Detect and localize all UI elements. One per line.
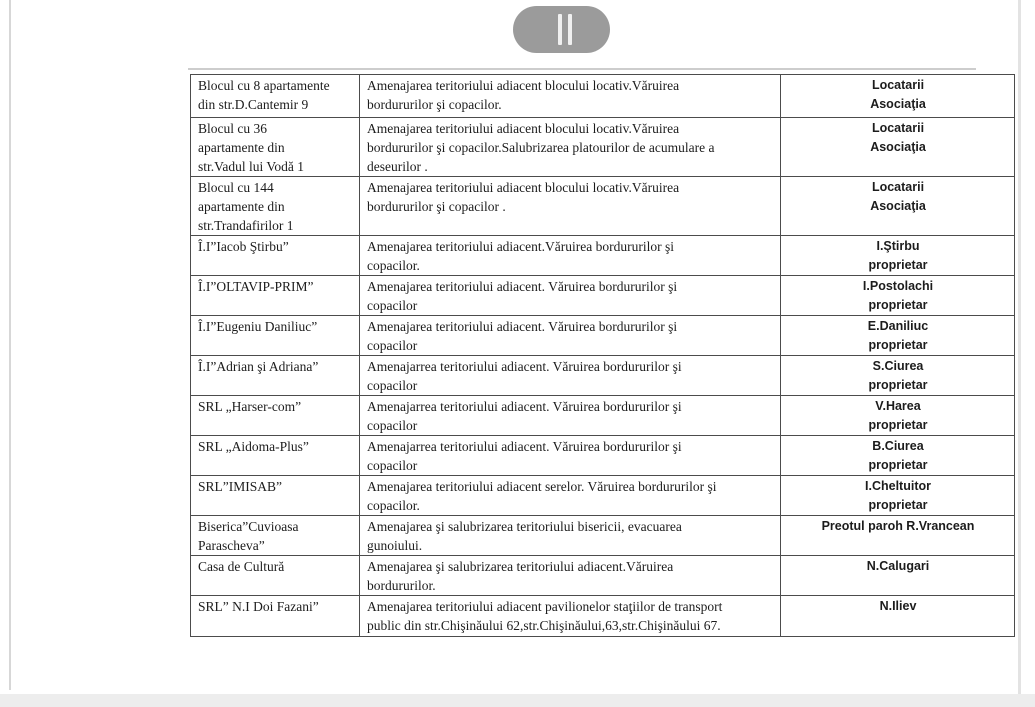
cell-line: SRL” N.I Doi Fazani” (198, 599, 319, 614)
responsible-cell (781, 118, 1015, 177)
works-cell (360, 236, 781, 276)
responsible-cell (781, 177, 1015, 236)
entity-cell (191, 75, 360, 118)
table-row (191, 516, 1015, 556)
cell-line: Amenajarrea teritoriului adiacent. Văruirea bordururilor şi (367, 359, 682, 374)
cell-line: copacilor (367, 338, 418, 353)
cell-line: copacilor. (367, 498, 420, 513)
cell-line: proprietar (868, 338, 928, 352)
cell-line: Î.I”Eugeniu Daniliuc” (198, 319, 318, 334)
cell-line: proprietar (868, 258, 928, 272)
entity-cell (191, 516, 360, 556)
cell-line: bordururilor şi copacilor. (367, 97, 502, 112)
cell-line: proprietar (868, 378, 928, 392)
cell-line: Amenajarea teritoriului adiacent blocului locativ.Văruirea (367, 121, 680, 136)
cell-line: SRL „Aidoma-Plus” (198, 439, 309, 454)
entity-cell (191, 316, 360, 356)
table-row (191, 596, 1015, 637)
works-cell (360, 276, 781, 316)
cell-line: copacilor (367, 298, 418, 313)
responsible-cell (781, 556, 1015, 596)
cell-line: Blocul cu 144 (198, 180, 274, 195)
cell-line: copacilor (367, 418, 418, 433)
cell-line: public din str.Chişinăului 62,str.Chişinăului,63,str.Chişinăului 67. (367, 618, 721, 633)
table-row (191, 556, 1015, 596)
cell-line: I.Ştirbu (876, 239, 920, 253)
cell-line: Casa de Cultură (198, 559, 285, 574)
responsible-cell (781, 596, 1015, 637)
entity-cell (191, 236, 360, 276)
cell-line: proprietar (868, 298, 928, 312)
works-cell (360, 476, 781, 516)
works-cell (360, 118, 781, 177)
cell-line: I.Cheltuitor (865, 479, 931, 493)
cell-line: Amenajarea teritoriului adiacent. Văruirea bordururilor şi (367, 279, 678, 294)
responsible-cell (781, 276, 1015, 316)
table-row (191, 436, 1015, 476)
responsible-cell (781, 75, 1015, 118)
table-row (191, 316, 1015, 356)
cell-line: str.Vadul lui Vodă 1 (198, 159, 305, 174)
cell-line: Parascheva” (198, 538, 265, 553)
works-cell (360, 396, 781, 436)
cell-line: Amenajarea teritoriului adiacent.Văruirea bordururilor şi (367, 239, 674, 254)
table-continuation-line (188, 68, 976, 70)
responsible-cell (781, 396, 1015, 436)
works-cell (360, 75, 781, 118)
cell-line: E.Daniliuc (867, 319, 929, 333)
cell-line: apartamente din (198, 199, 285, 214)
cell-line: SRL”IMISAB” (198, 479, 282, 494)
works-cell (360, 556, 781, 596)
cell-line: Amenajarea şi salubrizarea teritoriului adiacent.Văruirea (367, 559, 674, 574)
cell-line: proprietar (868, 418, 928, 432)
cell-line: Asociaţia (870, 140, 926, 154)
cell-line: gunoiului. (367, 538, 423, 553)
page-left-edge (9, 0, 11, 690)
responsible-cell (781, 356, 1015, 396)
cell-line: Biserica”Cuvioasa (198, 519, 299, 534)
table-row (191, 236, 1015, 276)
cell-line: Amenajarea teritoriului adiacent pavilionelor staţiilor de transport (367, 599, 723, 614)
cell-line: Î.I”Iacob Ştirbu” (198, 239, 289, 254)
table-row (191, 75, 1015, 118)
cell-line: copacilor (367, 378, 418, 393)
cell-line: Locatarii (871, 78, 925, 92)
responsible-cell (781, 476, 1015, 516)
cell-line: din str.D.Cantemir 9 (198, 97, 309, 112)
table-body (191, 75, 1015, 637)
works-cell (360, 177, 781, 236)
cell-line: Amenajarrea teritoriului adiacent. Văruirea bordururilor şi (367, 399, 682, 414)
entity-cell (191, 396, 360, 436)
entity-cell (191, 476, 360, 516)
cell-line: V.Harea (875, 399, 921, 413)
works-assignment-table (190, 74, 1015, 637)
two-vertical-bars-icon (558, 14, 572, 45)
cell-line: bordururilor şi copacilor.Salubrizarea platourilor de acumulare a (367, 140, 715, 155)
slide-marker-badge (513, 6, 610, 53)
responsible-cell (781, 516, 1015, 556)
table-row (191, 356, 1015, 396)
cell-line: bordururilor. (367, 578, 436, 593)
entity-cell (191, 356, 360, 396)
table-row (191, 396, 1015, 436)
entity-cell (191, 276, 360, 316)
cell-line: B.Ciurea (872, 439, 924, 453)
cell-line: Locatarii (871, 121, 925, 135)
table-row (191, 476, 1015, 516)
cell-line: bordururilor şi copacilor . (367, 199, 506, 214)
cell-line: N.Calugari (866, 559, 930, 573)
works-cell (360, 436, 781, 476)
works-cell (360, 596, 781, 637)
cell-line: copacilor (367, 458, 418, 473)
cell-line: Amenajarea teritoriului adiacent serelor. Văruirea bordururilor şi (367, 479, 717, 494)
cell-line: Î.I”Adrian şi Adriana” (198, 359, 319, 374)
cell-line: proprietar (868, 498, 928, 512)
cell-line: proprietar (868, 458, 928, 472)
cell-line: SRL „Harser-com” (198, 399, 302, 414)
works-cell (360, 516, 781, 556)
entity-cell (191, 118, 360, 177)
responsible-cell (781, 436, 1015, 476)
cell-line: I.Postolachi (862, 279, 934, 293)
cell-line: apartamente din (198, 140, 285, 155)
page-right-edge (1018, 0, 1021, 698)
cell-line: Amenajarea teritoriului adiacent blocului locativ.Văruirea (367, 180, 680, 195)
cell-line: str.Trandafirilor 1 (198, 218, 294, 233)
cell-line: Locatarii (871, 180, 925, 194)
cell-line: Amenajarea teritoriului adiacent. Văruirea bordururilor şi (367, 319, 678, 334)
cell-line: copacilor. (367, 258, 420, 273)
cell-line: Amenajarea şi salubrizarea teritoriului bisericii, evacuarea (367, 519, 682, 534)
cell-line: Î.I”OLTAVIP-PRIM” (198, 279, 314, 294)
table-row (191, 276, 1015, 316)
cell-line: Asociaţia (870, 199, 926, 213)
cell-line: Blocul cu 8 apartamente (198, 78, 330, 93)
cell-line: Amenajarea teritoriului adiacent blocului locativ.Văruirea (367, 78, 680, 93)
cell-line: Amenajarrea teritoriului adiacent. Văruirea bordururilor şi (367, 439, 682, 454)
cell-line: Preotul paroh R.Vrancean (821, 519, 975, 533)
cell-line: S.Ciurea (872, 359, 924, 373)
responsible-cell (781, 316, 1015, 356)
table-row (191, 118, 1015, 177)
cell-line: Blocul cu 36 (198, 121, 267, 136)
cell-line: deseurilor . (367, 159, 428, 174)
cell-line: Asociaţia (870, 97, 926, 111)
entity-cell (191, 177, 360, 236)
entity-cell (191, 596, 360, 637)
table-row (191, 177, 1015, 236)
responsible-cell (781, 236, 1015, 276)
entity-cell (191, 436, 360, 476)
page-bottom-edge (0, 694, 1035, 707)
works-cell (360, 356, 781, 396)
works-cell (360, 316, 781, 356)
cell-line: N.Iliev (879, 599, 917, 613)
entity-cell (191, 556, 360, 596)
